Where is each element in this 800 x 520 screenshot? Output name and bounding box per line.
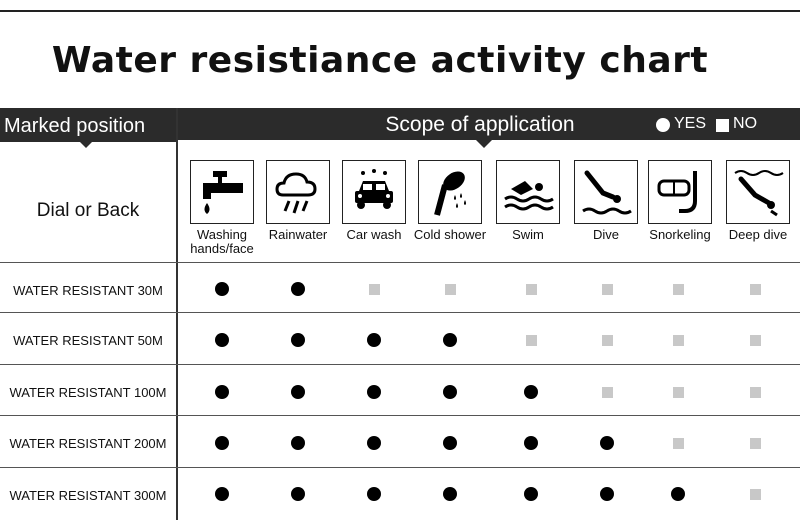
no-marker: [369, 284, 380, 295]
no-marker: [673, 335, 684, 346]
chart-title: Water resistiance activity chart: [51, 40, 709, 81]
no-marker: [673, 284, 684, 295]
activity-label: Swim: [512, 227, 544, 242]
column-divider: [176, 108, 178, 520]
no-marker: [602, 387, 613, 398]
no-marker: [526, 284, 537, 295]
activity-snorkeling: [642, 160, 718, 242]
legend-yes-label: YES: [674, 115, 707, 132]
row-label-300m: WATER RESISTANT 300M: [9, 488, 167, 503]
legend-no-label: NO: [733, 115, 758, 132]
no-marker: [602, 284, 613, 295]
faucet-icon: [190, 160, 254, 224]
car-wash-icon: [342, 160, 406, 224]
activity-label: Snorkeling: [649, 227, 711, 242]
row-divider: [0, 415, 800, 416]
row-label-50m: WATER RESISTANT 50M: [13, 333, 163, 348]
yes-marker: [524, 436, 538, 450]
yes-marker: [215, 436, 229, 450]
yes-marker: [524, 385, 538, 399]
yes-marker: [524, 487, 538, 501]
activity-label: Cold shower: [413, 227, 487, 242]
no-marker: [602, 335, 613, 346]
yes-marker: [367, 436, 381, 450]
yes-marker: [600, 436, 614, 450]
row-divider: [0, 262, 800, 263]
marked-position-label: Dial or Back: [36, 200, 140, 221]
yes-marker: [291, 385, 305, 399]
row-label-200m: WATER RESISTANT 200M: [9, 436, 167, 451]
marked-position-pointer: [78, 140, 94, 148]
activity-dive: [568, 160, 644, 242]
snorkel-mask-icon: [648, 160, 712, 224]
activity-washing: [184, 160, 260, 256]
yes-marker: [291, 282, 305, 296]
diver-icon: [574, 160, 638, 224]
top-rule: [0, 10, 800, 12]
no-marker: [526, 335, 537, 346]
yes-marker: [367, 487, 381, 501]
yes-marker: [291, 487, 305, 501]
no-marker: [750, 284, 761, 295]
yes-marker: [291, 436, 305, 450]
activity-deep-dive: [720, 160, 796, 242]
legend: [656, 108, 757, 140]
yes-marker: [600, 487, 614, 501]
activity-label: Washing hands/face: [190, 227, 254, 256]
row-divider: [0, 364, 800, 365]
yes-marker: [443, 436, 457, 450]
deep-diver-icon: [726, 160, 790, 224]
yes-marker: [443, 385, 457, 399]
yes-marker: [215, 282, 229, 296]
activity-label: Dive: [592, 227, 619, 242]
rain-cloud-icon: [266, 160, 330, 224]
yes-marker: [215, 487, 229, 501]
no-marker: [750, 438, 761, 449]
yes-marker: [215, 385, 229, 399]
row-divider: [0, 467, 800, 468]
row-label-100m: WATER RESISTANT 100M: [9, 385, 167, 400]
activity-rainwater: [260, 160, 336, 242]
legend-yes-dot: [656, 118, 670, 132]
no-marker: [673, 438, 684, 449]
no-marker: [750, 387, 761, 398]
yes-marker: [671, 487, 685, 501]
row-divider: [0, 312, 800, 313]
shower-icon: [418, 160, 482, 224]
activity-car-wash: [336, 160, 412, 242]
no-marker: [750, 489, 761, 500]
no-marker: [445, 284, 456, 295]
activity-cold-shower: [412, 160, 488, 242]
activity-swim: [490, 160, 566, 242]
swimmer-icon: [496, 160, 560, 224]
marked-position-header: Marked position: [0, 108, 176, 142]
yes-marker: [215, 333, 229, 347]
yes-marker: [443, 333, 457, 347]
yes-marker: [367, 385, 381, 399]
yes-marker: [443, 487, 457, 501]
row-label-30m: WATER RESISTANT 30M: [13, 283, 163, 298]
yes-marker: [367, 333, 381, 347]
activity-label: Car wash: [346, 227, 402, 242]
activity-label: Deep dive: [728, 227, 788, 242]
yes-marker: [291, 333, 305, 347]
no-marker: [750, 335, 761, 346]
scope-pointer: [476, 140, 492, 148]
scope-header: Scope of application: [385, 113, 575, 136]
legend-no-square: [716, 119, 729, 132]
no-marker: [673, 387, 684, 398]
activity-label: Rainwater: [268, 227, 328, 242]
